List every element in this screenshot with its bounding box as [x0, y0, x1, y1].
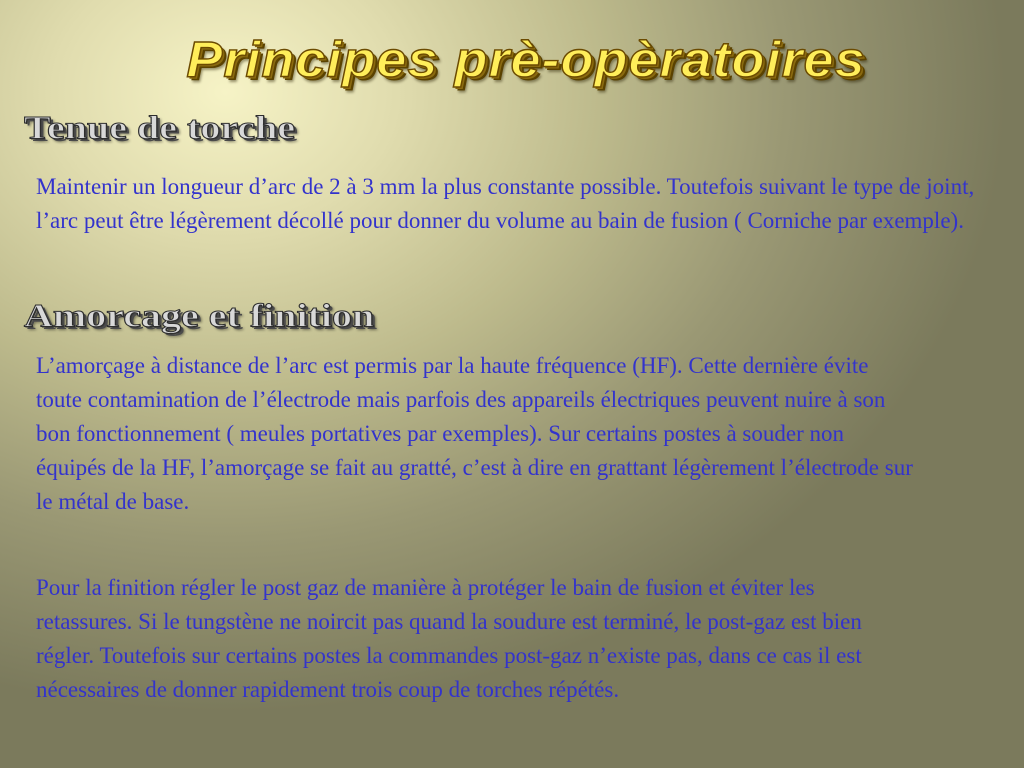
- section-heading-torch: Tenue de torche: [24, 109, 296, 147]
- paragraph-torch: Maintenir un longueur d’arc de 2 à 3 mm la plus constante possible. Toutefois suivant le type de joint, l’arc peut être légèrement décollé pour donner du volume au bain de fusion ( Corniche par exemple).: [36, 174, 975, 233]
- paragraph-finish: Pour la finition régler le post gaz de manière à protéger le bain de fusion et éviter les retassures. Si le tungstène ne noircit pas quand la soudure est terminé, le post-gaz est bien régler. Toutefois sur certains postes la commandes post-gaz n’existe pas, dans ce cas il est nécessaires de donner rapidement trois coup de torches répétés.: [36, 575, 862, 702]
- slide-title: Principes prè-opèratoires: [186, 32, 866, 88]
- section-heading-ignition: Amorcage et finition: [24, 297, 375, 335]
- paragraph-ignition: L’amorçage à distance de l’arc est permis par la haute fréquence (HF). Cette dernière évite toute contamination de l’électrode mais parfois des appareils électriques peuvent nuire à son bon fonctionnement ( meules portatives par exemples). Sur certains postes à souder non équipés de la HF, l’amorçage se fait au gratté, c’est à dire en grattant légèrement l’électrode sur le métal de base.: [36, 353, 913, 514]
